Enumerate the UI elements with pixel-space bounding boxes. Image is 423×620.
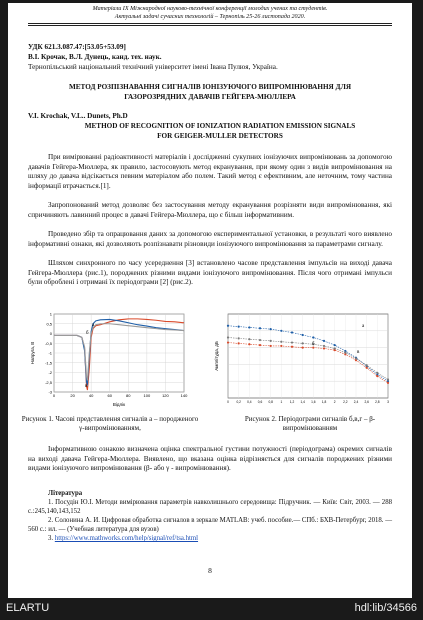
reference-1: 1. Посудін Ю.І. Методи вимірювання параметрів навколишнього середовища: Підручник. — Київ: Світ, 2003. — 288 с.:245,140,143,152 <box>28 499 392 516</box>
repository-name: ELARTU <box>6 602 50 614</box>
paragraph-4: Шляхом синхронного по часу усереднення [3] встановлено часове представлення імпульсів на виході давача Гейгера-Мюллера (рис.1), породжених різними видами іонізуючого випромінювання. Після чого отримані імпульси були оброблені і отримані їх періодограми [2] (рис.2). <box>28 259 392 287</box>
figure-1-y-tick-label: -2,5 <box>45 379 52 385</box>
paragraph-1: При вимірюванні радіоактивності матеріалів і дослідженні сукупних іонізуючих випромінювань за допомогою давачів Гейгера-Мюллера, як правило, застосовують метод екранування, при якому один з видів випромінювання на шляху до давача відсікається певним матеріалом або полем. Такий метод є ефективним, але неточним, тому частина інформації втрачається.[1]. <box>28 153 392 190</box>
figure-2-label-a: a <box>362 324 365 329</box>
figure-1-y-tick-label: -1,5 <box>45 360 52 366</box>
figure-1-x-tick-label: 20 <box>70 393 75 398</box>
references-section <box>28 489 392 544</box>
figure-1-y-tick-label: -2 <box>48 370 52 375</box>
figure-2-x-tick-label: 1 <box>280 400 283 404</box>
figure-2-x-tick-label: 1,6 <box>311 400 316 404</box>
document-page <box>8 3 412 598</box>
figure-1-label-c: в <box>85 384 88 389</box>
figure-2-x-tick-label: 2,4 <box>353 400 359 404</box>
figure-1-ylabel: Напруга, В <box>30 341 35 365</box>
header-line-2: Актуальні задачі сучасних технологій – Тернопіль 25-26 листопада 2020. <box>114 13 306 20</box>
figure-1-label-a: a <box>92 323 95 328</box>
figure-2-x-tick-label: 0 <box>227 400 229 404</box>
figure-1-y-tick-label: -3 <box>48 389 52 395</box>
reference-3-link[interactable]: https://www.mathworks.com/help/signal/ref/tsa.html <box>54 535 199 543</box>
paragraph-2: Запропонований метод дозволяє без застосування методу екранування розрізняти види випромінювання, які спричиняють лавинний процес в давачі Гейгера-Мюллера, що є більш інформативним. <box>28 201 392 219</box>
paragraph-3: Проведено збір та опрацювання даних за допомогою експериментальної установки, в результаті чого виявлено інформативні ознаки, які дозволяють розпізнавати різновиди іонізуючого випромінювання за параметрами сигналу. <box>28 230 392 248</box>
figure-1-y-tick-label: -1 <box>48 350 52 356</box>
figure-2-x-tick-label: 0,6 <box>257 400 263 404</box>
figure-2-x-tick-label: 1,4 <box>300 400 305 404</box>
figure-1-x-tick-label: 0 <box>52 393 56 398</box>
figure-2-x-tick-label: 0,4 <box>247 400 252 404</box>
figure-1-x-tick-label: 80 <box>126 393 131 398</box>
figure-2-x-tick-label: 3 <box>387 400 389 404</box>
reference-2: 2. Солонина А. И. Цифровая обработка сигналов в зеркале MATLAB: учеб. пособие.— СПб.: БХВ-Петербург, 2018. — 560 с.: ил. — (Учебная литература для вузов) <box>28 517 392 534</box>
figure-1-x-tick-label: 100 <box>143 393 151 398</box>
figure-1-time-plot <box>28 309 188 409</box>
references-heading: Література <box>48 490 83 497</box>
figure-1-caption: Рисунок 1. Часові представлення сигналів а – породженого γ-випромінюванням, <box>21 415 199 433</box>
reference-3-number: 3. <box>48 535 54 543</box>
figure-1-y-tick-label: 0,5 <box>46 321 52 327</box>
figure-2-x-tick-label: 2,6 <box>364 400 369 404</box>
authors-ukrainian: В.І. Крочак, В.Л. Дунець, канд. тех. наук. <box>28 53 162 61</box>
figure-1-xlabel: Відлік <box>112 402 126 407</box>
handle-identifier: hdl:lib/34566 <box>354 602 417 614</box>
figure-2-x-tick-label: 2,8 <box>375 400 380 404</box>
figure-2-x-tick-label: 1,2 <box>289 400 295 404</box>
authors-english: V.I. Krochak, V.L.. Dunets, Ph.D <box>28 112 128 120</box>
header-rule-top <box>28 23 392 24</box>
header-rule-bottom <box>28 25 392 26</box>
reference-3 <box>28 534 392 543</box>
figure-1-x-tick-label: 120 <box>162 393 169 398</box>
figure-1-x-tick-label: 60 <box>107 393 112 398</box>
affiliation: Тернопільський національний технічний університет імені Івана Пулюя, Україна. <box>28 63 278 71</box>
udc-code: УДК 621.3.087.47:[53.05+53.09] <box>28 43 126 51</box>
figure-1-label-b: б <box>86 331 89 336</box>
figure-1-x-tick-label: 140 <box>180 393 188 398</box>
figure-2-label-b: б <box>312 342 315 347</box>
figure-1-y-tick-label: 0 <box>49 331 52 336</box>
header-line-1: Матеріали IX Міжнародної науково-технічної конференції молодих учених та студентів. <box>92 6 328 12</box>
figure-2-ylabel: Амплітуда, дБ <box>214 341 219 371</box>
figure-2-x-tick-label: 0,8 <box>268 400 273 404</box>
informative-paragraph: Інформативною ознакою визначена оцінка спектральної густини потужності (періодограма) окремих сигналів на виході давача Гейгера-Мюллера. Виявлено, що вказана оцінка відрізняється для сигналів породжених різними видами іонізуючого випромінювання (β- або γ - випромінювання). <box>28 445 392 473</box>
conference-header <box>28 6 392 21</box>
figure-2-periodogram <box>212 309 392 409</box>
figure-2-x-tick-label: 2 <box>333 400 336 404</box>
figure-1-y-tick-label: 1 <box>49 311 52 317</box>
figure-2-x-tick-label: 1,8 <box>321 400 327 404</box>
figure-2-label-c: в <box>357 350 360 355</box>
page-number: 8 <box>208 566 212 575</box>
figure-1-x-tick-label: 40 <box>88 393 94 398</box>
title-ukrainian: МЕТОД РОЗПІЗНАВАННЯ СИГНАЛІВ ІОНІЗУЮЧОГО ВИПРОМІНЮВАННЯ ДЛЯ ГАЗОРОЗРЯДНИХ ДАВАЧІВ ГЕЙГЕРА-МЮЛЛЕРА <box>68 83 352 101</box>
title-english: METHOD OF RECOGNITION OF IONIZATION RADIATION EMISSION SIGNALS FOR GEIGER-MULLER DETECTORS <box>84 122 356 140</box>
figure-1-y-tick-label: -0,5 <box>45 340 52 346</box>
figure-2-caption: Рисунок 2. Періодограми сигналів б,в,г – β-випромінюванням <box>244 415 376 433</box>
figure-2-x-tick-label: 0,2 <box>236 400 241 404</box>
figure-2-x-tick-label: 2,2 <box>343 400 348 404</box>
